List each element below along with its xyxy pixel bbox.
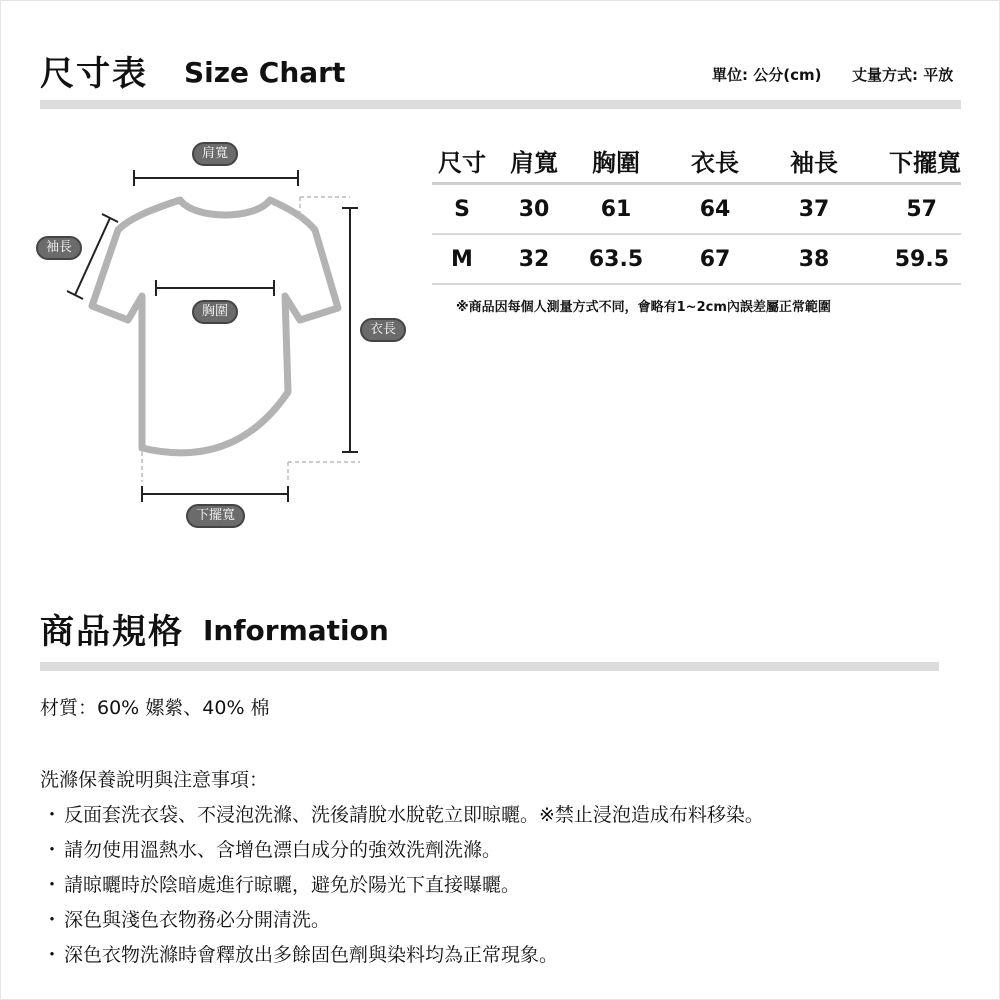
- size-chart-subtitle: Size Chart: [184, 56, 346, 89]
- care-item-text: 深色與淺色衣物務必分開清洗。: [64, 909, 331, 931]
- chest-label: 胸圍: [192, 300, 238, 324]
- cell-size: S: [454, 196, 470, 222]
- cell-size: M: [451, 246, 473, 272]
- info-title: 商品規格: [40, 612, 184, 652]
- header-chest: 胸圍: [592, 148, 640, 177]
- care-item-text: 深色衣物洗滌時會釋放出多餘固色劑與染料均為正常現象。: [64, 944, 559, 966]
- cell-chest: 61: [600, 196, 632, 222]
- shoulder-label: 肩寬: [192, 142, 238, 166]
- care-item-text: 反面套洗衣袋、不浸泡洗滌、洗後請脫水脫乾立即晾曬。※禁止浸泡造成布料移染。: [64, 804, 764, 826]
- table-row: [432, 184, 961, 235]
- header-shoulder: 肩寬: [510, 148, 558, 177]
- cell-sleeve: 37: [798, 196, 830, 222]
- cell-chest: 63.5: [588, 246, 644, 272]
- bullet: ・: [42, 874, 62, 896]
- measurement-note: ※商品因每個人測量方式不同，會略有1~2cm內誤差屬正常範圍: [456, 300, 831, 315]
- header-sleeve: 袖長: [790, 148, 838, 177]
- cell-hem: 57: [906, 196, 937, 222]
- sleeve-label: 袖長: [36, 236, 82, 260]
- care-item-text: 請勿使用溫熱水、含增色漂白成分的強效洗劑洗滌。: [64, 839, 502, 861]
- list-item: [40, 833, 764, 868]
- length-label: 衣長: [360, 318, 406, 342]
- cell-length: 67: [699, 246, 731, 272]
- cell-shoulder: 30: [518, 196, 550, 222]
- units-label: 單位: 公分(cm): [712, 66, 822, 84]
- material-text: 材質：60% 嫘縈、40% 棉: [40, 697, 270, 719]
- cell-hem: 59.5: [894, 246, 949, 272]
- bullet: ・: [42, 804, 62, 826]
- size-table-header: [432, 138, 961, 184]
- table-row: [432, 234, 961, 284]
- header-length: 衣長: [691, 148, 739, 177]
- list-item: [40, 903, 764, 938]
- measure-method-label: 丈量方式: 平放: [852, 66, 954, 84]
- section-divider: [40, 100, 961, 109]
- cell-shoulder: 32: [518, 246, 550, 272]
- care-item-text: 請晾曬時於陰暗處進行晾曬，避免於陽光下直接曝曬。: [64, 874, 521, 896]
- section-divider: [40, 662, 939, 671]
- bullet: ・: [42, 839, 62, 861]
- list-item: [40, 868, 764, 903]
- hem-label: 下擺寬: [186, 504, 245, 528]
- bullet: ・: [42, 944, 62, 966]
- list-item: [40, 798, 764, 833]
- size-chart-title: 尺寸表: [40, 54, 148, 94]
- bullet: ・: [42, 909, 62, 931]
- care-list: [40, 798, 764, 973]
- cell-length: 64: [699, 196, 731, 222]
- header-size: 尺寸: [438, 148, 486, 177]
- care-title: 洗滌保養說明與注意事項：: [40, 769, 269, 791]
- list-item: [40, 938, 764, 973]
- header-hem: 下擺寬: [889, 148, 961, 177]
- info-subtitle: Information: [203, 614, 389, 647]
- cell-sleeve: 38: [798, 246, 830, 272]
- size-table: [432, 138, 961, 285]
